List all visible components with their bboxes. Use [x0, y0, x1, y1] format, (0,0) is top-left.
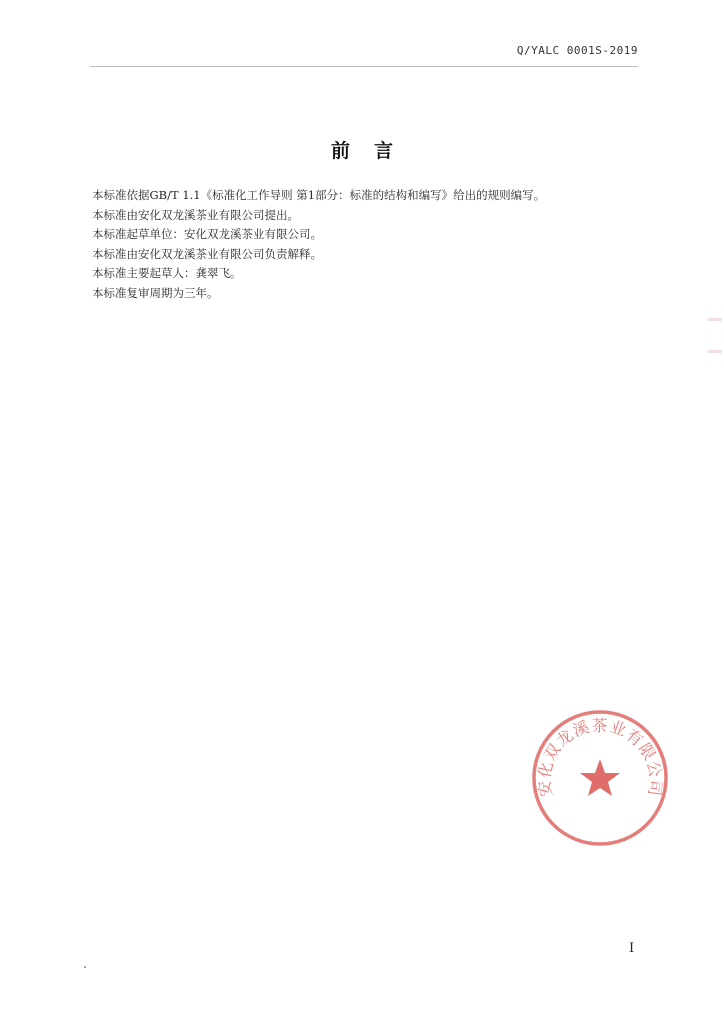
foreword-body [92, 186, 632, 303]
paragraph-proposer: 本标准由安化双龙溪茶业有限公司提出。 [92, 207, 299, 222]
edge-mark [708, 318, 722, 321]
paragraph-review-cycle: 本标准复审周期为三年。 [92, 285, 219, 300]
paragraph-interpretation: 本标准由安化双龙溪茶业有限公司负责解释。 [92, 246, 322, 261]
star-icon [580, 759, 620, 796]
scan-speck [84, 966, 86, 968]
paragraph-drafter: 本标准主要起草人：龚翠飞。 [92, 266, 242, 280]
seal-text: 安化双龙溪茶业有限公司 [534, 715, 666, 798]
company-seal [528, 706, 672, 850]
page-title: 前言 [330, 140, 417, 162]
page-number: I [629, 941, 635, 956]
header-rule [90, 66, 638, 67]
paragraph-basis: 本标准依据GB/T 1.1《标准化工作导则 第1部分：标准的结构和编写》给出的规则编写。 [92, 188, 546, 202]
edge-mark [708, 350, 722, 353]
document-code: Q/YALC 0001S-2019 [516, 44, 638, 57]
paragraph-drafting-unit: 本标准起草单位：安化双龙溪茶业有限公司。 [92, 227, 322, 241]
